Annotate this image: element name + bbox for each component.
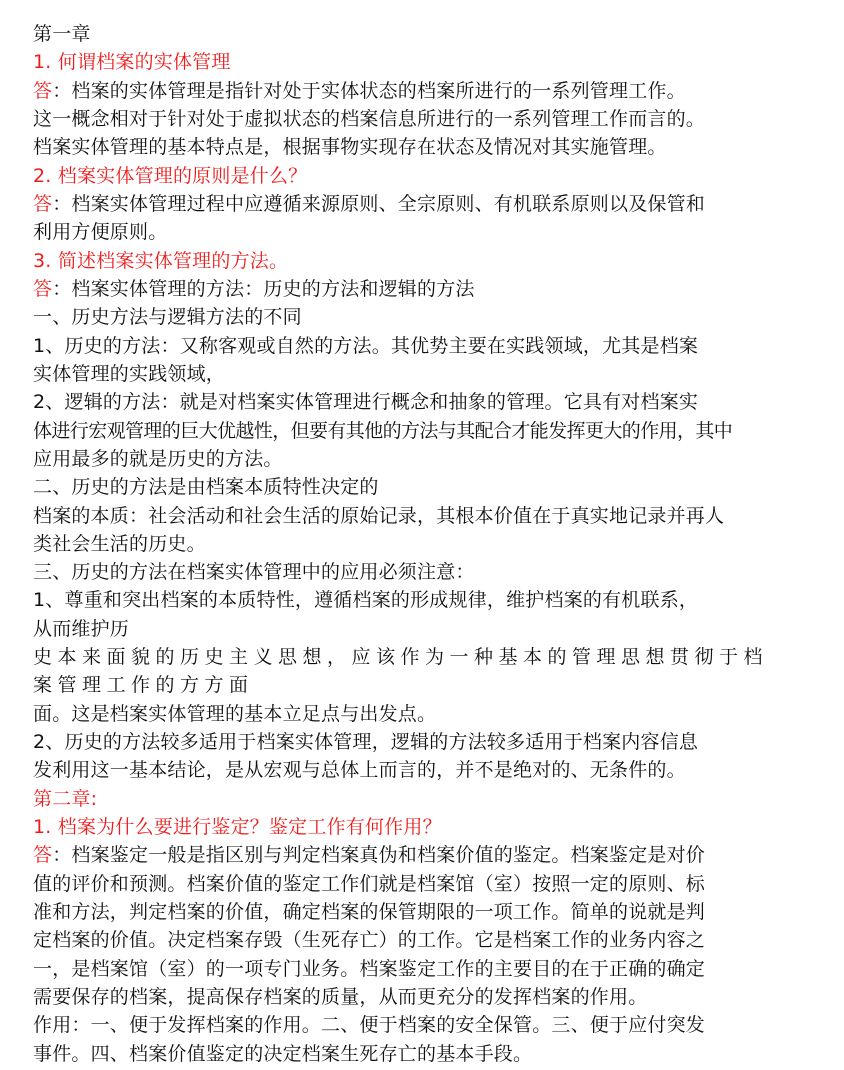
answer-line: 事件。四、档案价值鉴定的决定档案生死存亡的基本手段。 <box>33 1042 533 1065</box>
chapter-2-heading: 第二章: <box>33 787 98 810</box>
ch2-question-1: 1. 档案为什么要进行鉴定？鉴定工作有何作用？ <box>33 816 442 839</box>
answer-line <box>33 275 475 303</box>
answer-text: ：档案的实体管理是指针对处于实体状态的档案所进行的一系列管理工作。 <box>52 79 686 102</box>
answer-text: ：档案鉴定一般是指区别与判定档案真伪和档案价值的鉴定。档案鉴定是对价 <box>52 844 706 867</box>
answer-line: 1、尊重和突出档案的本质特性，遵循档案的形成规律，维护档案的有机联系， <box>33 589 699 612</box>
answer-line: 实体管理的实践领域， <box>33 362 226 385</box>
answer-line: 档案的本质：社会活动和社会生活的原始记录，其根本价值在于真实地记录并再人 <box>33 504 725 527</box>
ch1-question-1: 1. 何谓档案的实体管理 <box>33 51 231 74</box>
answer-line: 体进行宏观管理的巨大优越性，但要有其他的方法与其配合才能发挥更大的作用，其中 <box>33 419 733 442</box>
chapter-1-heading: 第一章 <box>33 23 91 45</box>
answer-line: 2、逻辑的方法：就是对档案实体管理进行概念和抽象的管理。它具有对档案实 <box>33 391 699 414</box>
answer-label: 答 <box>33 277 53 300</box>
answer-line: 类社会生活的历史。 <box>33 532 206 555</box>
answer-line: 利用方便原则。 <box>33 221 168 244</box>
ch1-question-2: 2. 档案实体管理的原则是什么？ <box>33 164 308 187</box>
answer-label: 答 <box>33 192 53 215</box>
section-heading: 二、历史的方法是由档案本质特性决定的 <box>33 476 379 499</box>
answer-line: 定档案的价值。决定档案存毁（生死存亡）的工作。它是档案工作的业务内容之 <box>33 929 706 952</box>
answer-line: 需要保存的档案，提高保存档案的质量，从而更充分的发挥档案的作用。 <box>33 986 648 1009</box>
answer-line: 1、历史的方法：又称客观或自然的方法。其优势主要在实践领域，尤其是档案 <box>33 334 699 357</box>
answer-line: 2、历史的方法较多适用于档案实体管理，逻辑的方法较多适用于档案内容信息 <box>33 731 699 754</box>
answer-line <box>33 841 705 869</box>
answer-label: 答 <box>33 79 53 102</box>
section-heading: 三、历史的方法在档案实体管理中的应用必须注意： <box>33 561 475 584</box>
answer-line <box>33 77 686 105</box>
section-heading: 一、历史方法与逻辑方法的不同 <box>33 306 302 329</box>
answer-text: ：档案实体管理的方法：历史的方法和逻辑的方法 <box>52 277 475 300</box>
answer-line <box>33 190 705 218</box>
answer-line: 准和方法，判定档案的价值，确定档案的保管期限的一项工作。简单的说就是判 <box>33 901 706 924</box>
answer-line: 从而维护历 <box>33 617 130 640</box>
answer-line: 档案实体管理的基本特点是，根据事物实现存在状态及情况对其实施管理。 <box>33 136 667 159</box>
answer-line: 案管理工作的方方面 <box>33 674 254 697</box>
answer-line: 面。这是档案实体管理的基本立足点与出发点。 <box>33 702 437 725</box>
ch1-question-3: 3. 简述档案实体管理的方法。 <box>33 249 289 272</box>
answer-line: 这一概念相对于针对处于虚拟状态的档案信息所进行的一系列管理工作而言的。 <box>33 107 706 130</box>
answer-text: ：档案实体管理过程中应遵循来源原则、全宗原则、有机联系原则以及保管和 <box>52 192 706 215</box>
answer-line: 史本来面貌的历史主义思想，应该作为一种基本的管理思想贯彻于档 <box>33 646 769 669</box>
answer-line: 发利用这一基本结论，是从宏观与总体上而言的，并不是绝对的、无条件的。 <box>33 759 686 782</box>
answer-line: 应用最多的就是历史的方法。 <box>33 447 283 470</box>
answer-label: 答 <box>33 844 53 867</box>
answer-line: 作用：一、便于发挥档案的作用。二、便于档案的安全保管。三、便于应付突发 <box>33 1014 706 1037</box>
answer-line: 值的评价和预测。档案价值的鉴定工作们就是档案馆（室）按照一定的原则、标 <box>33 872 706 895</box>
answer-line: 一，是档案馆（室）的一项专门业务。档案鉴定工作的主要目的在于正确的确定 <box>33 957 706 980</box>
